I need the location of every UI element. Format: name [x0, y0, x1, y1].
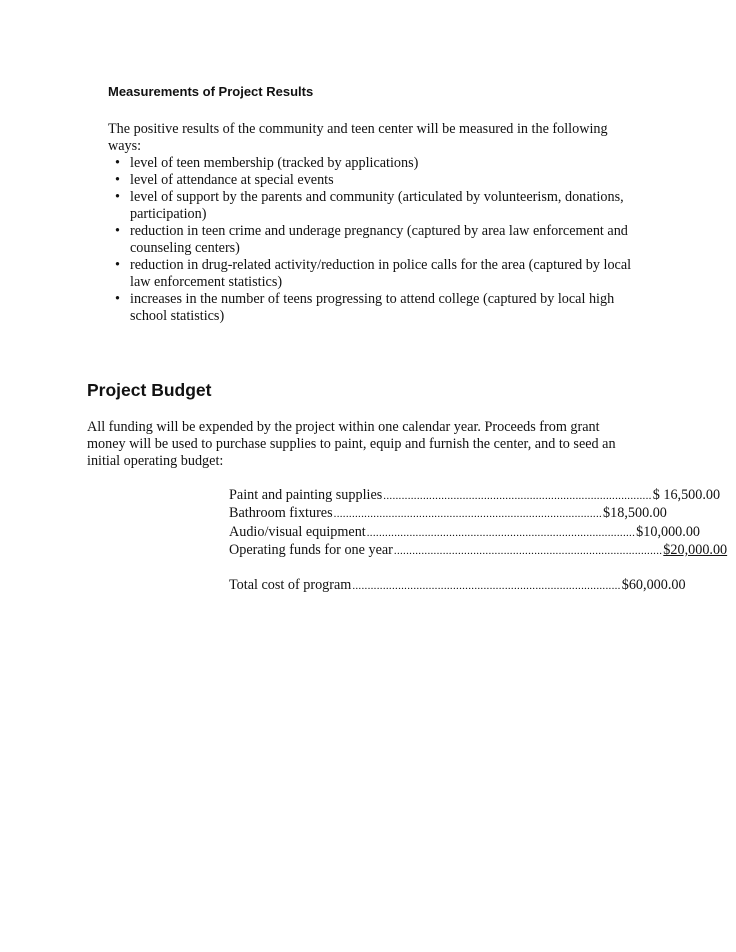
bullet-marker: •	[115, 155, 120, 171]
list-item	[108, 172, 648, 189]
budget-item-label: Audio/visual equipment	[229, 523, 366, 540]
list-item-text: level of attendance at special events	[130, 172, 334, 188]
measurements-heading: Measurements of Project Results	[108, 84, 314, 99]
budget-row	[229, 541, 728, 560]
budget-row	[229, 505, 667, 523]
list-item-text: level of teen membership (tracked by applications)	[130, 155, 419, 171]
budget-item-amount: $10,000.00	[636, 523, 700, 540]
budget-item-amount: $20,000.00	[663, 541, 728, 558]
dot-leader: ........................................................................................	[352, 580, 621, 593]
list-item-text: reduction in drug-related activity/reduction in police calls for the area (captured by local law enforcement statistics)	[130, 257, 632, 290]
budget-heading: Project Budget	[87, 380, 212, 400]
budget-item-amount: $ 16,500.00	[652, 487, 721, 503]
list-item	[108, 155, 648, 172]
budget-row	[229, 523, 700, 542]
bullet-marker: •	[115, 257, 120, 273]
budget-total-amount: $60,000.00	[621, 577, 686, 594]
budget-item-label: Bathroom fixtures	[229, 505, 333, 522]
dot-leader: ........................................................................................	[393, 544, 663, 557]
list-item	[108, 257, 648, 291]
bullet-marker: •	[115, 291, 120, 307]
budget-total-row	[229, 577, 686, 595]
bullet-marker: •	[115, 189, 120, 205]
budget-spacer	[229, 560, 500, 577]
list-item	[108, 291, 648, 325]
budget-description: All funding will be expended by the project within one calendar year. Proceeds from grant money will be used to purchase supplies to paint, equip and furnish the center, and to seed an initial operating budget:	[87, 419, 616, 469]
list-item-text: increases in the number of teens progressing to attend college (captured by local high school statistics)	[130, 291, 615, 324]
list-item	[108, 223, 648, 257]
dot-leader: ........................................................................................	[366, 526, 636, 539]
dot-leader: ........................................................................................	[383, 490, 652, 502]
bullet-marker: •	[115, 223, 120, 239]
bullet-marker: •	[115, 172, 120, 188]
budget-item-label: Paint and painting supplies	[229, 487, 383, 503]
budget-row	[229, 487, 721, 505]
measurements-intro: The positive results of the community and teen center will be measured in the following ways:	[108, 121, 608, 154]
list-item	[108, 189, 648, 223]
dot-leader: ........................................................................................	[333, 508, 603, 521]
budget-total-label: Total cost of program	[229, 577, 352, 594]
list-item-text: level of support by the parents and community (articulated by volunteerism, donations, participation)	[130, 189, 624, 222]
budget-item-label: Operating funds for one year	[229, 541, 393, 558]
measurements-list	[108, 155, 648, 325]
budget-item-amount: $18,500.00	[603, 505, 667, 522]
budget-table	[229, 487, 728, 595]
list-item-text: reduction in teen crime and underage pregnancy (captured by area law enforcement and counseling centers)	[130, 223, 628, 256]
